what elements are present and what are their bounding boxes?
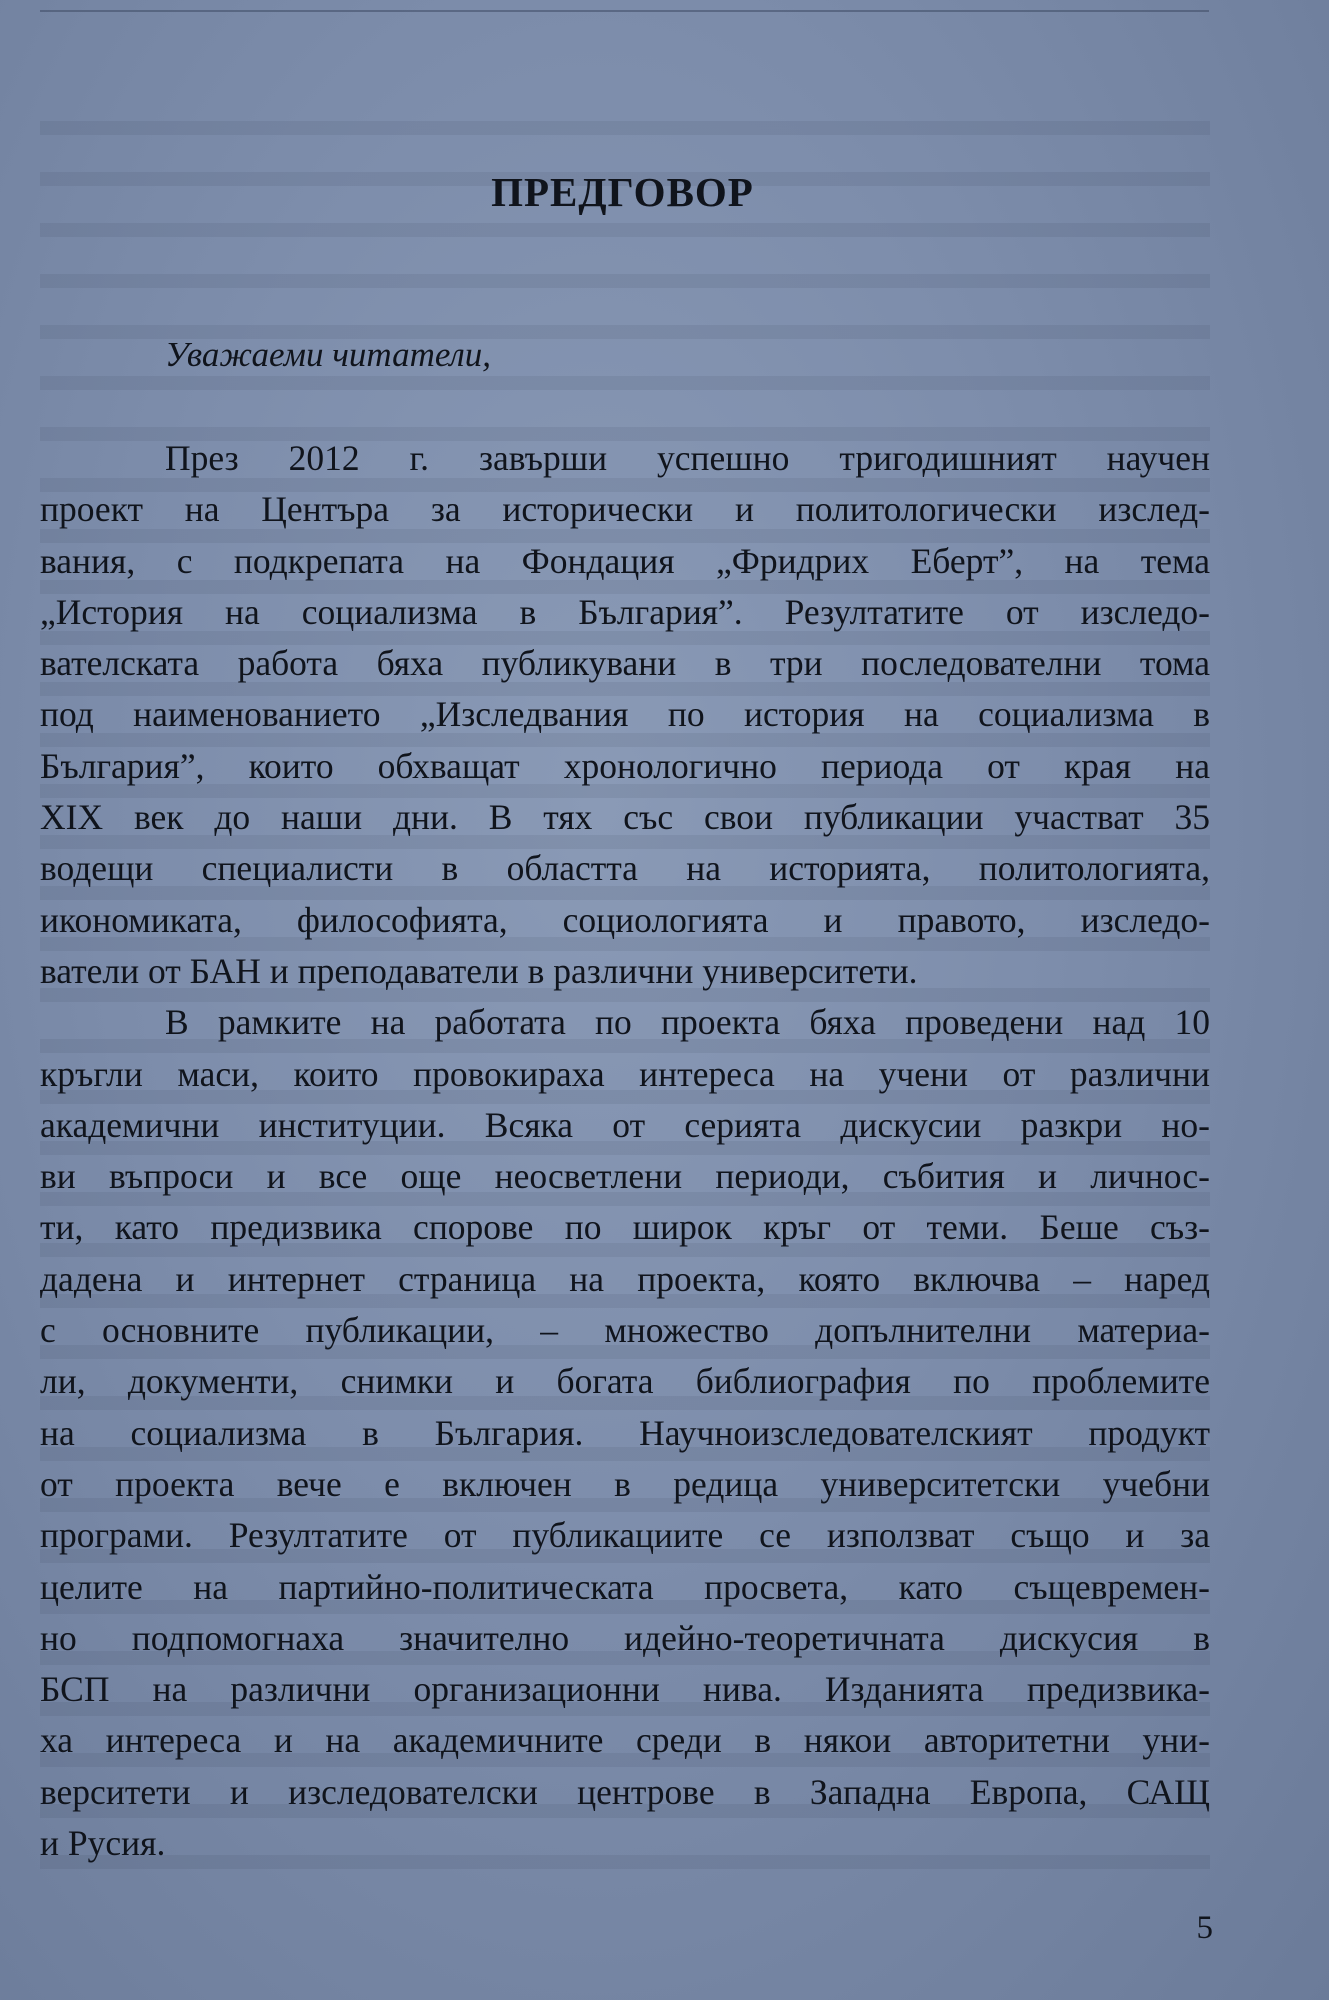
text-line: България”, които обхващат хронологично периода от края на — [40, 745, 1210, 786]
body-text — [40, 433, 1210, 1869]
text-line: верситети и изследователски центрове в Западна Европа, САЩ — [40, 1771, 1210, 1812]
text-line: В рамките на работата по проекта бяха проведени над 10 — [165, 1002, 1210, 1043]
text-line: вания, с подкрепата на Фондация „Фридрих Еберт”, на тема — [40, 540, 1210, 581]
paragraph-2 — [40, 997, 1210, 1869]
salutation: Уважаеми читатели, — [165, 335, 492, 374]
text-line: ватели от БАН и преподаватели в различни университети. — [40, 950, 918, 991]
text-line: През 2012 г. завърши успешно тригодишният научен — [165, 438, 1210, 478]
text-line: целите на партийно-политическата просвета, като същевремен- — [40, 1566, 1210, 1607]
text-line: „История на социализма в България”. Резултатите от изследо- — [40, 591, 1210, 632]
text-line: академични институции. Всяка от серията дискусии разкри но- — [40, 1104, 1210, 1145]
page-number: 5 — [1196, 1910, 1213, 1946]
text-line: на социализма в България. Научноизследователският продукт — [40, 1412, 1210, 1453]
text-line: кръгли маси, които провокираха интереса на учени от различни — [40, 1053, 1210, 1094]
text-line: но подпомогнаха значително идейно-теоретичната дискусия в — [40, 1617, 1210, 1658]
text-line: дадена и интернет страница на проекта, която включва – наред — [40, 1258, 1210, 1299]
text-line: под наименованието „Изследвания по история на социализма в — [40, 694, 1210, 735]
text-line: XIX век до наши дни. В тях със свои публикации участват 35 — [40, 797, 1210, 838]
text-line: програми. Резултатите от публикациите се използват също и за — [40, 1515, 1210, 1556]
text-line: БСП на различни организационни нива. Изданията предизвика- — [40, 1669, 1210, 1710]
text-line: ли, документи, снимки и богата библиография по проблемите — [40, 1361, 1210, 1402]
paragraph-1 — [40, 433, 1210, 997]
text-line: от проекта вече е включен в редица университетски учебни — [40, 1463, 1210, 1504]
text-line: ви въпроси и все още неосветлени периоди, събития и личнос- — [40, 1156, 1210, 1197]
text-line: ти, като предизвика спорове по широк кръг от теми. Беше съз- — [40, 1207, 1210, 1248]
text-line: ха интереса и на академичните среди в някои авторитетни уни- — [40, 1720, 1210, 1761]
page-heading: ПРЕДГОВОР — [491, 169, 754, 215]
text-line: водещи специалисти в областта на историята, политологията, — [40, 848, 1210, 889]
top-rule — [40, 10, 1209, 12]
text-line: проект на Центъра за исторически и политологически изслед- — [40, 489, 1210, 530]
text-line: с основните публикации, – множество допълнителни материа- — [40, 1310, 1210, 1351]
text-line: икономиката, философията, социологията и правото, изследо- — [40, 899, 1210, 940]
text-line: и Русия. — [40, 1823, 166, 1864]
text-line: вателската работа бяха публикувани в три последователни тома — [40, 643, 1210, 684]
